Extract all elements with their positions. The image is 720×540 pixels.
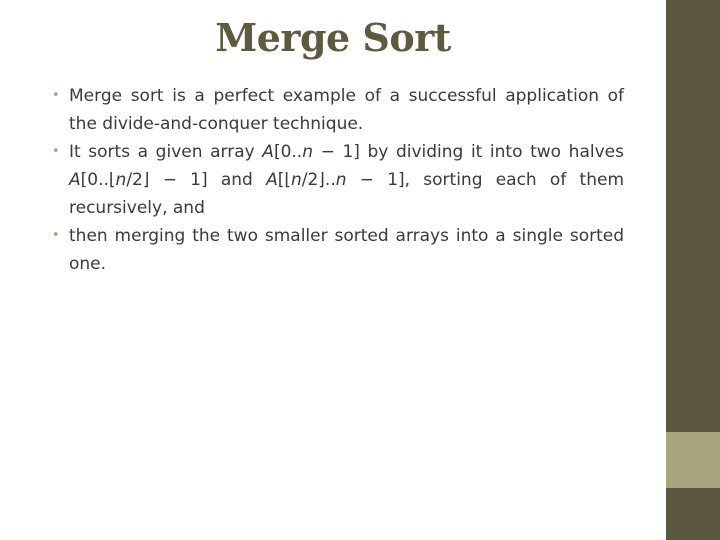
bullet-text-segment: It sorts a given array: [69, 142, 263, 162]
bullet-item: [52, 138, 630, 222]
bullet-text-segment: then merging the two smaller sorted arrays into a single sorted one.: [69, 226, 630, 274]
bullet-text-segment: A: [69, 170, 81, 190]
decorative-sidebar: [666, 0, 720, 540]
bullet-text-segment: /2⌋ − 1] and: [126, 170, 267, 190]
sidebar-accent-band: [666, 432, 720, 488]
bullet-text-segment: [0..⌊: [80, 170, 116, 190]
bullet-text-segment: [⌊: [277, 170, 291, 190]
bullet-text-segment: n: [290, 170, 302, 190]
bullet-text-segment: n: [115, 170, 127, 190]
bullet-text-segment: n: [302, 142, 313, 162]
slide-title: Merge Sort: [215, 15, 451, 60]
bullet-text-segment: n: [335, 170, 347, 190]
sidebar-bottom-band: [666, 488, 720, 540]
bullet-text-segment: − 1], sorting each of them recursively, and: [69, 170, 630, 218]
bullet-text-segment: A: [262, 142, 274, 162]
bullet-text-segment: − 1] by dividing it into two halves: [312, 142, 630, 162]
bullet-item: [52, 222, 630, 278]
sidebar-dark-band: [666, 0, 720, 432]
bullet-item: [52, 82, 630, 138]
bullet-text-segment: Merge sort is a perfect example of a successful application of the divide-and-conquer technique.: [69, 86, 630, 134]
bullet-text-segment: [0..: [273, 142, 303, 162]
bullet-text-segment: A: [266, 170, 278, 190]
bullet-list: [52, 82, 630, 278]
bullet-text-segment: /2⌋..: [301, 170, 336, 190]
